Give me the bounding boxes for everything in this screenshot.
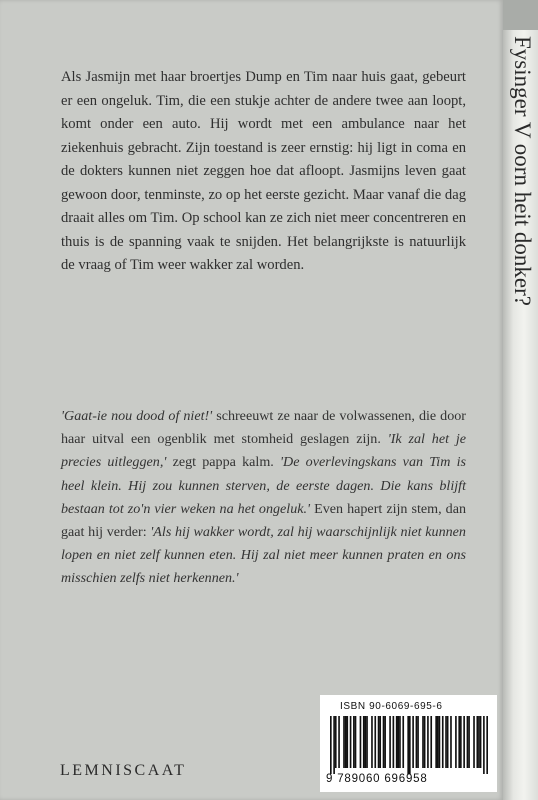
barcode-bar (427, 716, 429, 768)
barcode-bar (333, 716, 335, 774)
barcode-bar (383, 716, 385, 768)
barcode-bar (343, 716, 345, 768)
barcode-bar (450, 716, 452, 768)
barcode-bar (478, 716, 480, 768)
barcode-bar (402, 716, 404, 768)
barcode-bar (409, 716, 411, 774)
barcode-bar (445, 716, 447, 768)
barcode-bar (439, 716, 441, 768)
barcode-bar (363, 716, 365, 768)
barcode-bar (384, 716, 386, 768)
barcode-bar (365, 716, 367, 768)
barcode-bar (393, 716, 395, 768)
barcode-bar (338, 716, 340, 768)
ean-barcode-graphic (330, 716, 488, 774)
barcode-bar (458, 716, 460, 768)
barcode-bar (345, 716, 347, 768)
excerpt-quote-3: 'De overlevingskans van Tim is heel klein. Hij zou kunnen sterven, de eerste dagen. Die kans blijft bestaan tot zo'n vier weken na het ongeluk.' (61, 454, 466, 517)
ean-digits: 9 789060 696958 (326, 773, 428, 785)
barcode-bar (442, 716, 444, 768)
barcode-bar (468, 716, 470, 768)
barcode-bar (371, 716, 373, 768)
barcode-bar (335, 716, 337, 768)
barcode-bar (467, 716, 469, 768)
barcode-bar (463, 716, 465, 768)
barcode-bar (360, 716, 362, 768)
barcode-bar (455, 716, 457, 768)
excerpt-narration-3: Even hapert zijn stem, dan gaat hij verder: (61, 500, 466, 541)
excerpt-text (61, 405, 466, 591)
barcode-bar (379, 716, 381, 768)
barcode-bar (378, 716, 380, 768)
barcode-bar (330, 716, 332, 774)
excerpt-narration-1: schreeuwt ze naar de volwassenen, die door haar uitval een ogenblik met stomheid geslagen zijn. (61, 408, 466, 448)
blurb-text: Als Jasmijn met haar broertjes Dump en Tim naar huis gaat, gebeurt er een ongeluk. Tim, die een stukje achter de andere twee aan loopt, komt onder een auto. Hij wordt met een ambulance naar het ziekenhuis gebracht. Zijn toestand is zeer ernstig: hij ligt in coma en de dokters kunnen niet zeggen hoe dat afloopt. Jasmijns leven gaat gewoon door, tenminste, zo op het eerste gezicht. Maar vanaf die dag draait alles om Tim. Op school kan ze zich niet meer concentreren en thuis is de spanning vaak te snijden. Het belangrijkste is natuurlijk de vraag of Tim weer wakker zal worden. (61, 69, 466, 273)
excerpt-narration-2: zegt pappa kalm. (166, 454, 281, 471)
barcode-bar (447, 716, 449, 768)
spine-top-band (503, 0, 538, 30)
barcode-bar (353, 716, 355, 768)
barcode-bar (407, 716, 409, 774)
barcode-bar (473, 716, 475, 768)
barcode-bar (476, 716, 478, 768)
barcode-bar (396, 716, 398, 768)
barcode-bar (399, 716, 401, 768)
barcode-bar (480, 716, 482, 768)
spine-title: Fysinger V oorn heit donker? (510, 36, 535, 307)
excerpt-quote-2: 'Ik zal het je precies uitleggen,' (61, 431, 466, 471)
isbn-label: ISBN 90-6069-695-6 (340, 701, 443, 712)
barcode-bar (397, 716, 399, 768)
publisher-name: LEMNISCAAT (60, 762, 187, 779)
barcode-bar (416, 716, 418, 768)
barcode-bar (483, 716, 485, 774)
barcode-bar (437, 716, 439, 768)
barcode-bar (412, 716, 414, 768)
barcode-bar (350, 716, 352, 768)
excerpt-quote-1: 'Gaat-ie nou dood of niet!' (61, 408, 213, 424)
barcode-bar (346, 716, 348, 768)
barcode-bar (424, 716, 426, 768)
barcode-bar (374, 716, 376, 768)
barcode-bar (435, 716, 437, 768)
barcode-bar (422, 716, 424, 768)
barcode-bar (355, 716, 357, 768)
barcode-bar (486, 716, 488, 774)
barcode-bar (389, 716, 391, 768)
barcode-bar (460, 716, 462, 768)
barcode-bar (430, 716, 432, 768)
barcode-bar (417, 716, 419, 768)
barcode-bar (366, 716, 368, 768)
excerpt-quote-4: 'Als hij wakker wordt, zal hij waarschijnlijk niet kunnen lopen en niet zelf kunnen eten. Hij zal niet meer kunnen praten en ons misschien zelfs niet herkennen.' (61, 524, 466, 587)
